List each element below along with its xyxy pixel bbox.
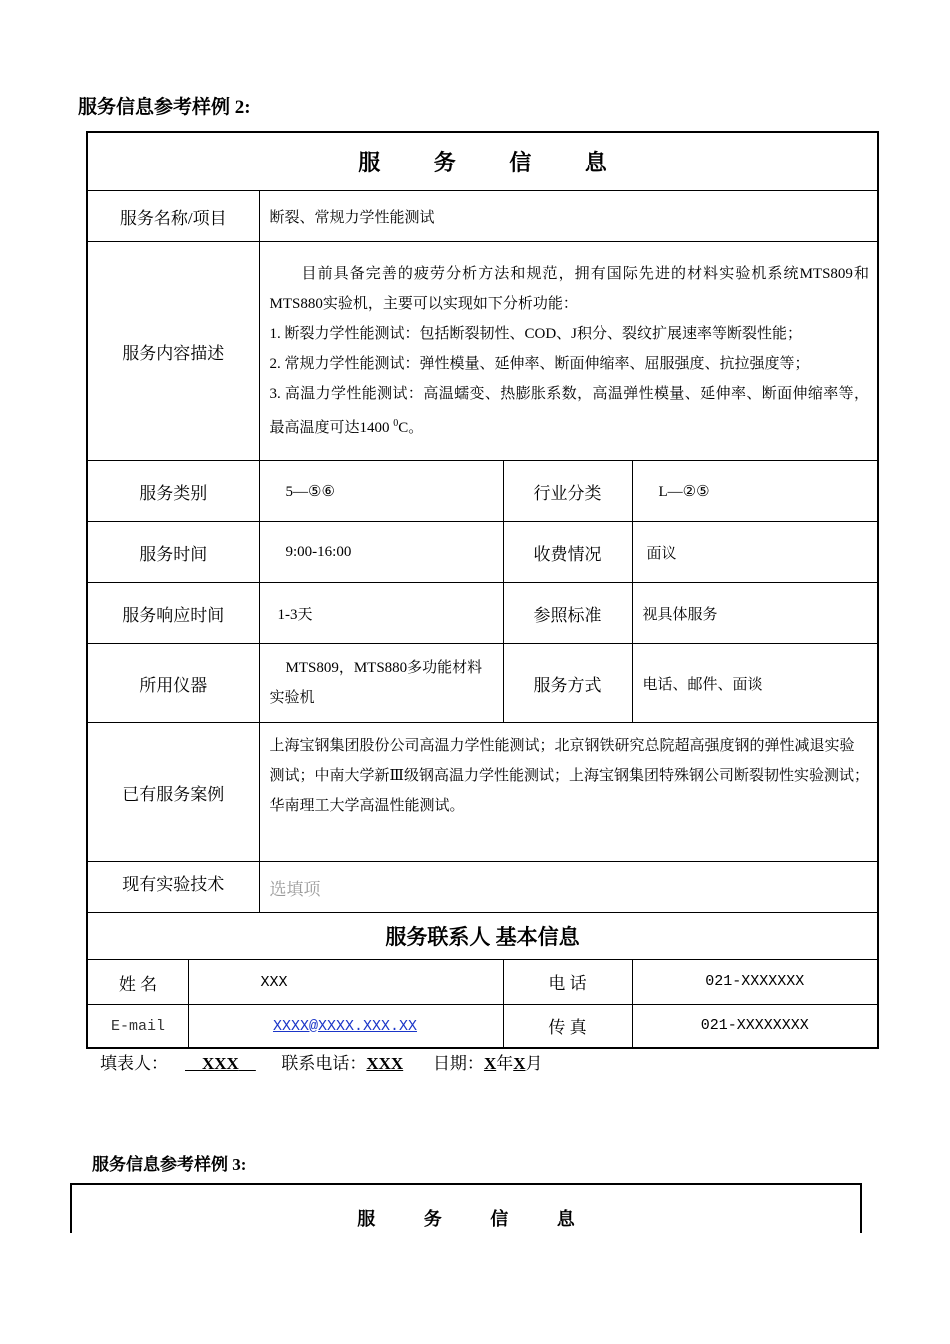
fee-label: 收费情况 [503, 522, 632, 583]
contact-fax-value[interactable]: 021-XXXXXXXX [632, 1004, 878, 1048]
sample-3-heading: 服务信息参考样例 3: [92, 1155, 247, 1174]
contact-email-link[interactable]: XXXX@XXXX.XXX.XX [272, 1017, 418, 1035]
content-item-2: 2. 常规力学性能测试：弹性模量、延伸率、断面伸缩率、屈服强度、抗拉强度等； [269, 356, 810, 372]
service-category-label: 服务类别 [87, 461, 259, 522]
service-mode-label: 服务方式 [503, 644, 632, 723]
sample-2-heading: 服务信息参考样例 2: [78, 97, 251, 118]
year-unit: 年 [496, 1054, 514, 1073]
service-content-label: 服务内容描述 [87, 242, 259, 461]
service-name-label: 服务名称/项目 [87, 191, 259, 242]
form-footer [100, 1049, 543, 1074]
table-title: 服 务 信 息 [87, 132, 878, 191]
tech-label: 现有实验技术 [87, 862, 259, 913]
response-time-label: 服务响应时间 [87, 583, 259, 644]
cases-value[interactable]: 上海宝钢集团股份公司高温力学性能测试；北京钢铁研究总院超高强度钢的弹性减退实验测试；中南大学新Ⅲ级钢高温力学性能测试；上海宝钢集团特殊钢公司断裂韧性实验测试；华南理工大学高温性能测试。 [259, 723, 878, 862]
contact-name-value[interactable]: XXX [260, 973, 288, 991]
month-unit: 月 [525, 1054, 543, 1073]
contact-name-label: 姓 名 [88, 960, 189, 1004]
contact-fax-label: 传 真 [503, 1004, 632, 1048]
table-2-title: 服 务 信 息 [357, 1209, 597, 1229]
contact-name-value-ext [359, 960, 503, 1005]
content-intro: 目前具备完善的疲劳分析方法和规范，拥有国际先进的材料实验机系统MTS809和MTS880实验机，主要可以实现如下分析功能： [269, 266, 870, 312]
service-mode-value[interactable]: 电话、邮件、面谈 [632, 644, 878, 723]
instrument-label: 所用仪器 [87, 644, 259, 723]
industry-value[interactable]: L—②⑤ [632, 461, 878, 522]
service-info-table-2 [70, 1183, 862, 1233]
service-name-value[interactable]: 断裂、常规力学性能测试 [259, 191, 878, 242]
contact-phone-footer-value[interactable]: XXX [366, 1054, 404, 1073]
content-item-3: 3. 高温力学性能测试：高温蠕变、热膨胀系数，高温弹性模量、延伸率、断面伸缩率等，最高温度可达1400 $^0$C。 [269, 386, 870, 436]
contact-email-label: E-mail [88, 1005, 189, 1047]
tech-input[interactable]: 选填项 [259, 862, 878, 913]
service-info-table [86, 131, 879, 1049]
year-value[interactable]: X [483, 1054, 497, 1073]
filler-value[interactable]: XXX [202, 1054, 239, 1073]
date-label: 日期： [432, 1054, 484, 1073]
service-content-value[interactable] [259, 242, 878, 461]
contact-name-group [87, 960, 359, 1005]
instrument-value[interactable]: MTS809，MTS880多功能材料实验机 [259, 644, 503, 723]
content-item-1: 1. 断裂力学性能测试：包括断裂韧性、COD、J积分、裂纹扩展速率等断裂性能； [269, 326, 803, 342]
response-time-value[interactable]: 1-3天 [259, 583, 503, 644]
service-time-value[interactable]: 9:00-16:00 [259, 522, 503, 583]
fee-value[interactable]: 面议 [632, 522, 878, 583]
month-value[interactable]: X [513, 1054, 526, 1073]
filler-label: 填表人： [100, 1054, 168, 1073]
contact-section-title: 服务联系人 基本信息 [87, 913, 878, 960]
standard-label: 参照标准 [503, 583, 632, 644]
standard-value[interactable]: 视具体服务 [632, 583, 878, 644]
contact-phone-value[interactable]: 021-XXXXXXX [632, 960, 878, 1005]
contact-phone-label: 电 话 [503, 960, 632, 1005]
industry-label: 行业分类 [503, 461, 632, 522]
contact-email-overlay [187, 1006, 503, 1046]
service-category-value[interactable]: 5—⑤⑥ [259, 461, 503, 522]
cases-label: 已有服务案例 [87, 723, 259, 862]
service-time-label: 服务时间 [87, 522, 259, 583]
contact-phone-footer-label: 联系电话： [281, 1054, 367, 1073]
